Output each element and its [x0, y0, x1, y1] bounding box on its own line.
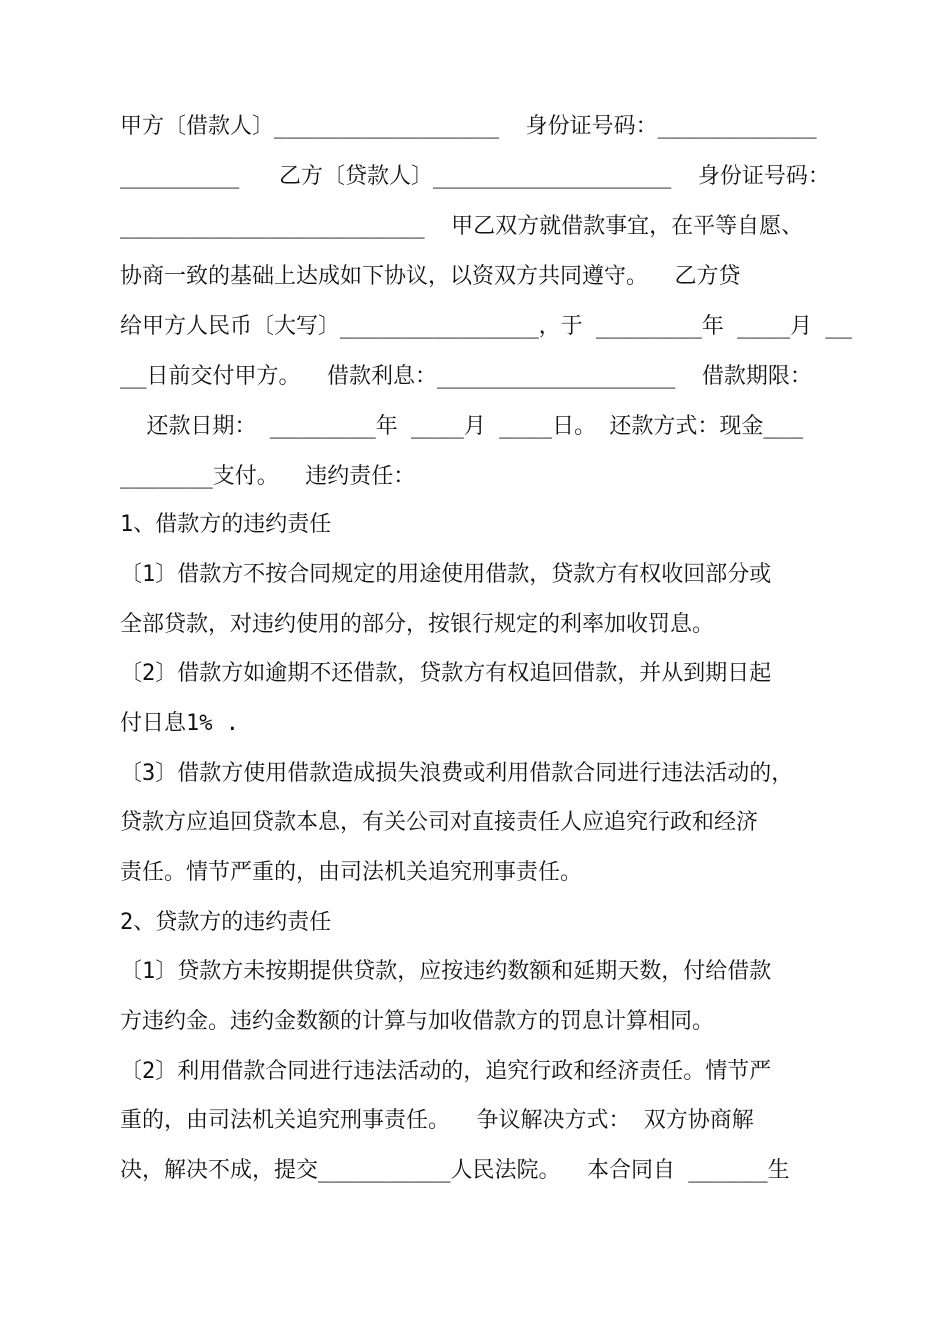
clause-line: 〔2〕利用借款合同进行违法活动的，追究行政和经济责任。情节严: [120, 1059, 772, 1084]
clause-line: 重的，由司法机关追究刑事责任。 争议解决方式： 双方协商解: [120, 1108, 754, 1133]
clause-line: 贷款方应追回贷款本息，有关公司对直接责任人应追究行政和经济: [120, 810, 759, 835]
text-line: 给甲方人民币〔大写〕_______________，于 ________年 ____月 __: [120, 314, 852, 339]
clause-line: 责任。情节严重的，由司法机关追究刑事责任。: [120, 860, 583, 885]
clause-line: 决，解决不成，提交__________人民法院。 本合同自 ______生: [120, 1158, 790, 1183]
clause-line: 〔2〕借款方如逾期不还借款，贷款方有权追回借款，并从到期日起: [120, 661, 772, 686]
clause-line: 付日息1% .: [120, 711, 239, 736]
clause-line: 〔1〕借款方不按合同规定的用途使用借款，贷款方有权收回部分或: [120, 562, 772, 587]
text-line: 协商一致的基础上达成如下协议，以资双方共同遵守。 乙方贷: [120, 264, 741, 289]
clause-line: 〔1〕贷款方未按期提供贷款，应按违约数额和延期天数，付给借款: [120, 959, 772, 984]
text-line: _______________________ 甲乙双方就借款事宜，在平等自愿、: [120, 214, 804, 239]
text-line: __日前交付甲方。 借款利息：__________________ 借款期限：: [120, 364, 812, 389]
section-heading: 2、贷款方的违约责任: [120, 910, 332, 935]
text-line: _________ 乙方〔贷款人〕__________________ 身份证号码：: [120, 164, 830, 189]
clause-line: 方违约金。违约金数额的计算与加收借款方的罚息计算相同。: [120, 1009, 715, 1034]
text-line: 甲方〔借款人〕_________________ 身份证号码：____________: [120, 114, 817, 139]
text-line: 还款日期： ________年 ____月 ____日。 还款方式：现金___: [120, 414, 804, 439]
text-line: _______支付。 违约责任：: [120, 464, 416, 489]
clause-line: 〔3〕借款方使用借款造成损失浪费或利用借款合同进行违法活动的，: [120, 761, 794, 786]
clause-line: 全部贷款，对违约使用的部分，按银行规定的利率加收罚息。: [120, 612, 715, 637]
section-heading: 1、借款方的违约责任: [120, 512, 332, 537]
